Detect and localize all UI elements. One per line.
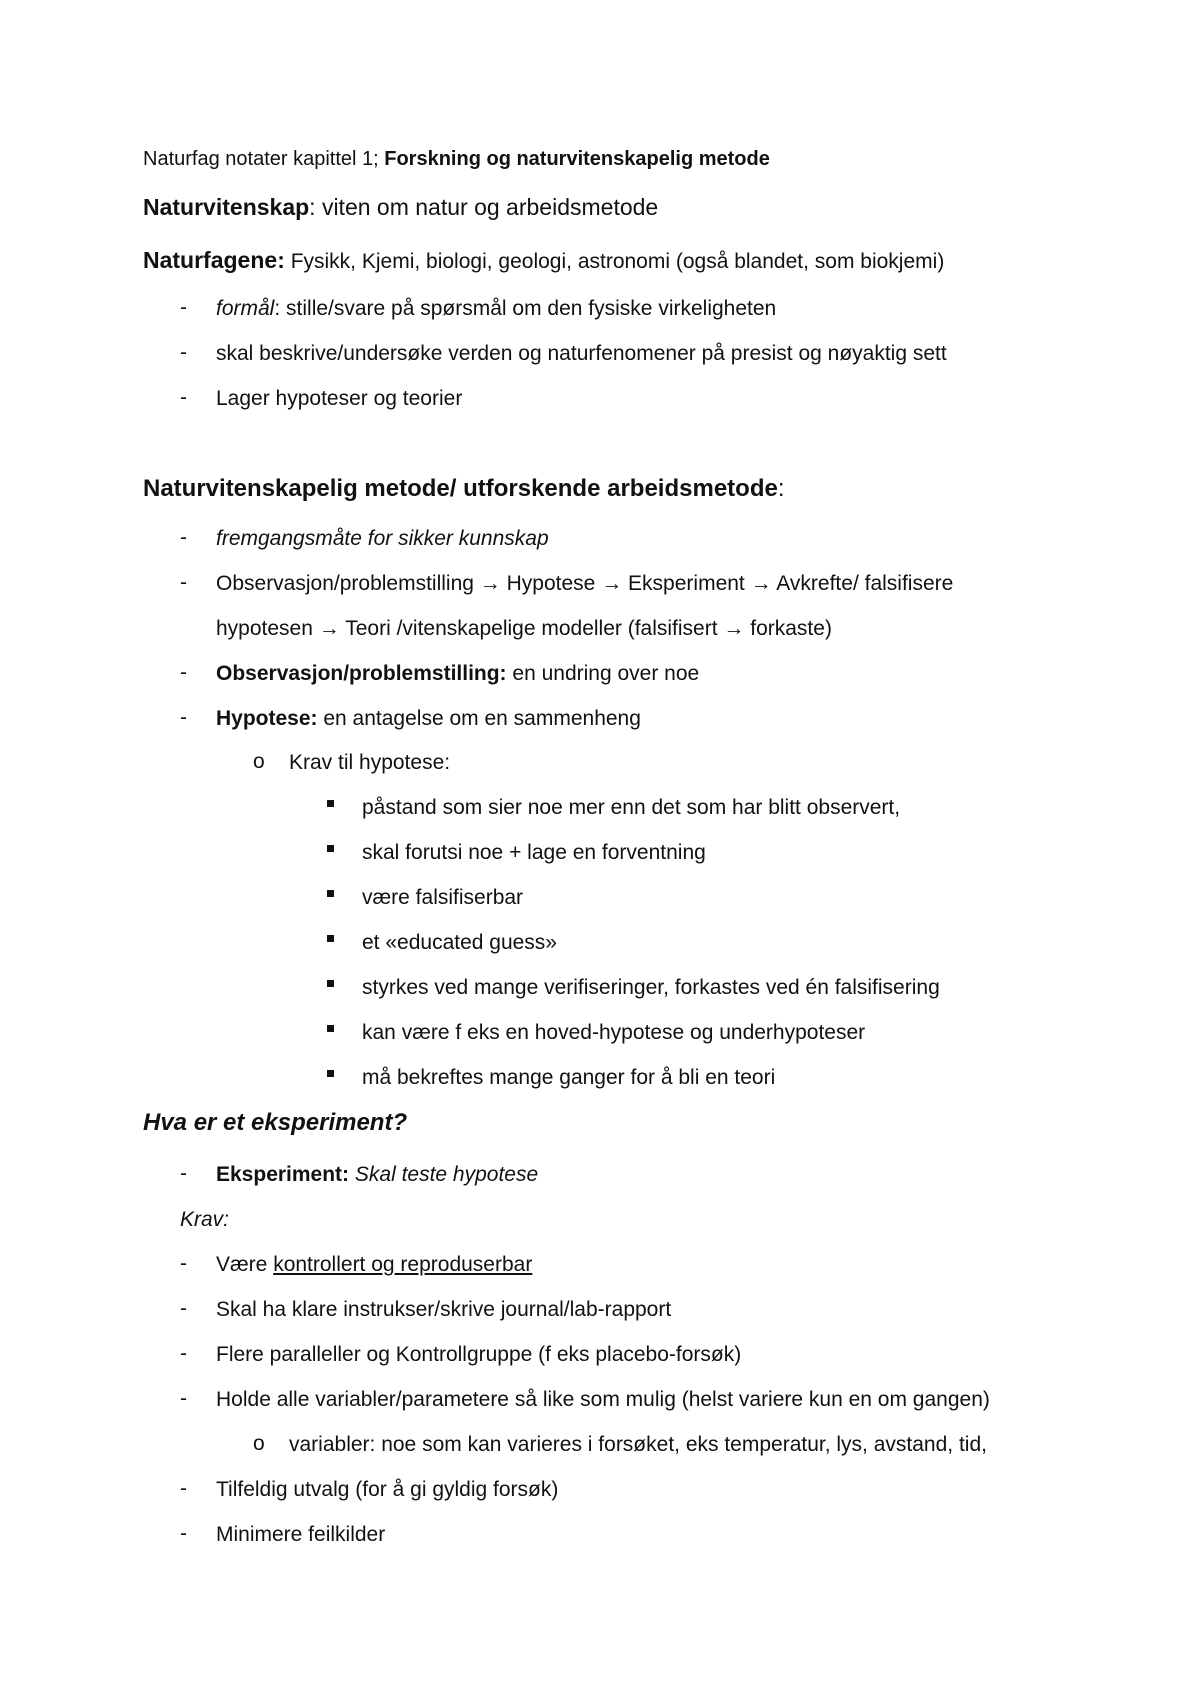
list-item: Eksperiment: Skal teste hypotese <box>216 1163 539 1186</box>
list-item: Skal ha klare instrukser/skrive journal/lab-rapport <box>216 1298 672 1321</box>
arrow-right-icon: → <box>750 572 772 595</box>
list-dash: - <box>180 386 187 409</box>
sublist-item: variabler: noe som kan varieres i forsøket, eks temperatur, lys, avstand, tid, <box>289 1433 987 1456</box>
list-item: formål: stille/svare på spørsmål om den fysiske virkeligheten <box>216 297 777 320</box>
list-item: Være kontrollert og reproduserbar <box>216 1253 533 1276</box>
arrow-right-icon: → <box>601 572 623 595</box>
list-dash: - <box>180 661 187 684</box>
square-bullet-icon <box>327 890 334 897</box>
subsublist-item: skal forutsi noe + lage en forventning <box>362 841 706 864</box>
list-item: Minimere feilkilder <box>216 1523 386 1546</box>
square-bullet-icon <box>327 935 334 942</box>
metode-heading: Naturvitenskapelig metode/ utforskende arbeidsmetode: <box>143 475 785 502</box>
page-title: Naturfag notater kapittel 1; Forskning og naturvitenskapelig metode <box>143 148 770 170</box>
subsublist-item: kan være f eks en hoved-hypotese og underhypoteser <box>362 1021 866 1044</box>
list-dash: - <box>180 296 187 319</box>
list-item: Tilfeldig utvalg (for å gi gyldig forsøk) <box>216 1478 559 1501</box>
list-item: Observasjon/problemstilling: en undring over noe <box>216 662 700 685</box>
list-dash: - <box>180 1342 187 1365</box>
square-bullet-icon <box>327 1070 334 1077</box>
circle-bullet-icon: o <box>253 750 265 773</box>
eksperiment-heading: Hva er et eksperiment? <box>143 1109 408 1136</box>
sublist-item: Krav til hypotese: <box>289 751 451 774</box>
naturvitenskap-definition: Naturvitenskap: viten om natur og arbeidsmetode <box>143 194 659 220</box>
square-bullet-icon <box>327 845 334 852</box>
subsublist-item: et «educated guess» <box>362 931 557 954</box>
naturfagene-definition: Naturfagene: Fysikk, Kjemi, biologi, geologi, astronomi (også blandet, som biokjemi) <box>143 247 945 273</box>
list-dash: - <box>180 1387 187 1410</box>
list-item: skal beskrive/undersøke verden og naturfenomener på presist og nøyaktig sett <box>216 342 947 365</box>
krav-label: Krav: <box>180 1208 230 1231</box>
list-item: fremgangsmåte for sikker kunnskap <box>216 527 549 550</box>
list-dash: - <box>180 1522 187 1545</box>
process-chain-line-1: Observasjon/problemstilling → Hypotese → Eksperiment → Avkrefte/ falsifisere <box>216 572 954 595</box>
list-dash: - <box>180 1252 187 1275</box>
list-dash: - <box>180 706 187 729</box>
arrow-right-icon: → <box>723 617 745 640</box>
arrow-right-icon: → <box>318 617 340 640</box>
circle-bullet-icon: o <box>253 1432 265 1455</box>
subsublist-item: påstand som sier noe mer enn det som har blitt observert, <box>362 796 901 819</box>
list-dash: - <box>180 526 187 549</box>
square-bullet-icon <box>327 980 334 987</box>
list-dash: - <box>180 571 187 594</box>
list-item: Holde alle variabler/parametere så like som mulig (helst variere kun en om gangen) <box>216 1388 990 1411</box>
list-dash: - <box>180 1297 187 1320</box>
subsublist-item: styrkes ved mange verifiseringer, forkastes ved én falsifisering <box>362 976 940 999</box>
list-dash: - <box>180 341 187 364</box>
list-item: Flere paralleller og Kontrollgruppe (f eks placebo-forsøk) <box>216 1343 742 1366</box>
square-bullet-icon <box>327 1025 334 1032</box>
list-item: Hypotese: en antagelse om en sammenheng <box>216 707 641 730</box>
process-chain-line-2: hypotesen → Teori /vitenskapelige modeller (falsifisert → forkaste) <box>216 617 832 640</box>
arrow-right-icon: → <box>479 572 501 595</box>
subsublist-item: være falsifiserbar <box>362 886 524 909</box>
list-item: Lager hypoteser og teorier <box>216 387 463 410</box>
subsublist-item: må bekreftes mange ganger for å bli en teori <box>362 1066 776 1089</box>
list-dash: - <box>180 1162 187 1185</box>
square-bullet-icon <box>327 800 334 807</box>
list-dash: - <box>180 1477 187 1500</box>
